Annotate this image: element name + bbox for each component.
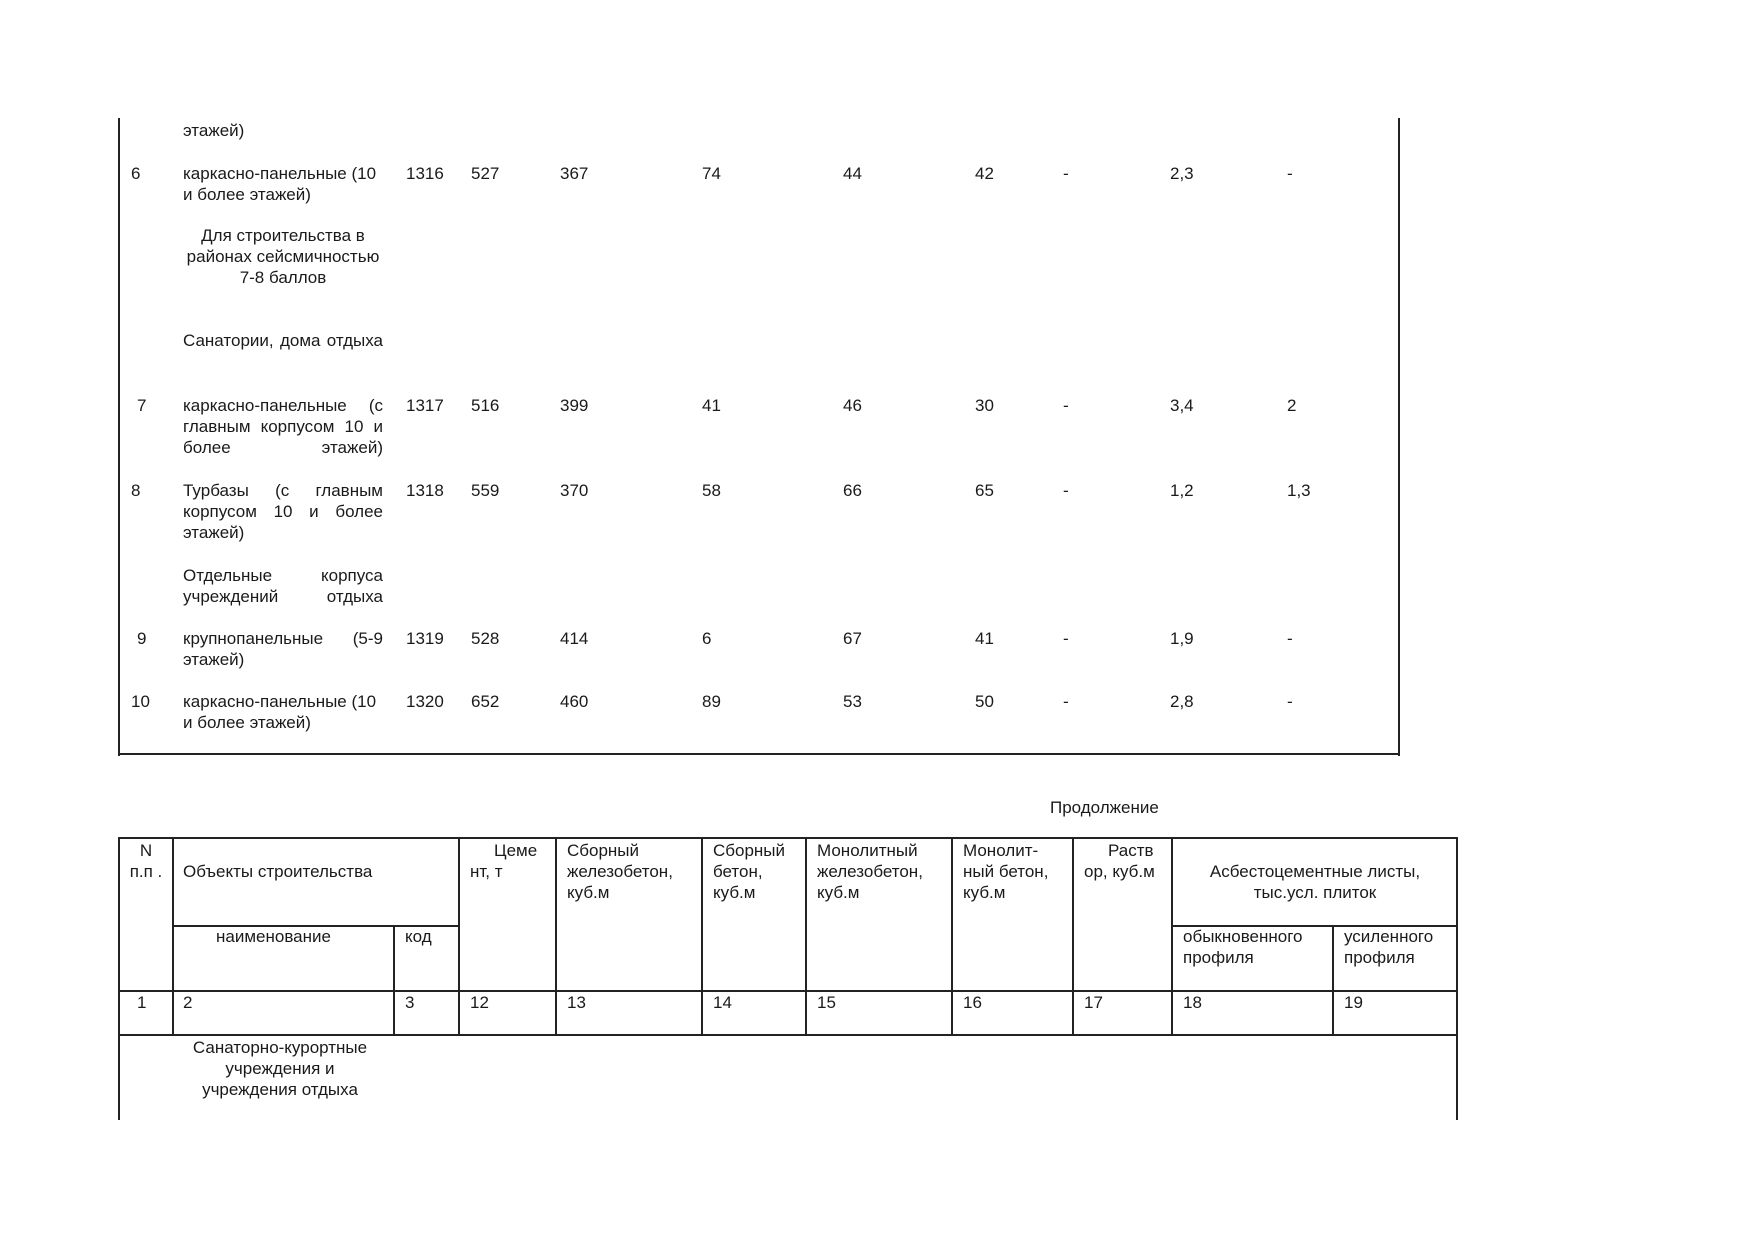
- numbers-bottom-line: [118, 1034, 1458, 1036]
- lower-left-border: [118, 837, 120, 1120]
- separate-heading: Отдельные корпуса учреждений отдыха: [183, 566, 383, 606]
- continuation-label: Продолжение: [1050, 798, 1159, 817]
- header-asbestos: Асбестоцементные листы, тыс.усл. плиток: [1209, 862, 1421, 902]
- header-monolithic-rc: Монолитный железобетон, куб.м: [817, 841, 923, 902]
- header-bottom-line: [118, 990, 1458, 992]
- header-ordinary: обыкновенного профиля: [1183, 927, 1303, 967]
- header-precast-rc: Сборный железобетон, куб.м: [567, 841, 673, 902]
- sanatorium-heading: Санатории, дома отдыха: [183, 331, 383, 350]
- header-cement: Цеме нт, т: [470, 841, 538, 881]
- header-reinforced: усиленного профиля: [1344, 927, 1434, 967]
- seismic-heading: Для строительства в районах сейсмичностью 7-8 баллов: [186, 226, 380, 287]
- upper-right-border: [1398, 118, 1400, 756]
- header-n: N п.п .: [129, 841, 163, 881]
- header-precast-concrete: Сборный бетон, куб.м: [713, 841, 786, 902]
- header-mortar: Раств ор, куб.м: [1084, 841, 1155, 881]
- fragment-text: этажей): [183, 121, 245, 140]
- header-objects: Объекты строительства: [183, 862, 373, 881]
- upper-left-border: [118, 118, 120, 756]
- upper-bottom-border: [118, 753, 1400, 755]
- section-heading: Санаторно-курортные учреждения и учреждения отдыха: [192, 1038, 368, 1099]
- header-code: код: [405, 927, 432, 946]
- lower-top-border: [118, 837, 1458, 839]
- header-monolithic-concrete: Монолит- ный бетон, куб.м: [963, 841, 1049, 902]
- header-name: наименование: [216, 927, 331, 946]
- lower-right-border: [1456, 837, 1458, 1120]
